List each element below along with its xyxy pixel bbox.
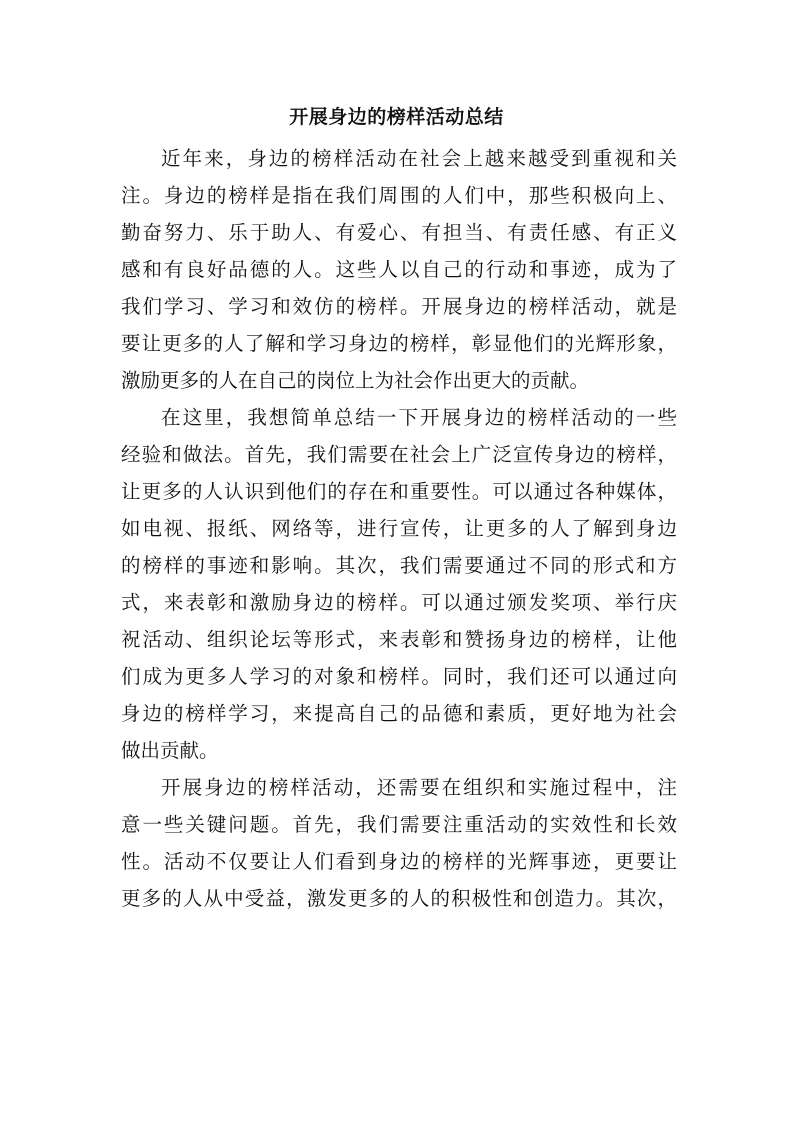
text-line: 祝活动、组织论坛等形式，来表彰和赞扬身边的榜样，让他 — [121, 628, 677, 651]
text-line: 的榜样的事迹和影响。其次，我们需要通过不同的形式和方 — [121, 554, 677, 577]
text-line: 式，来表彰和激励身边的榜样。可以通过颁发奖项、举行庆 — [121, 591, 677, 614]
text-line: 做出贡献。 — [121, 739, 219, 762]
text-line: 意一些关键问题。首先，我们需要注重活动的实效性和长效 — [121, 813, 677, 836]
text-line: 们成为更多人学习的对象和榜样。同时，我们还可以通过向 — [121, 665, 677, 688]
text-line: 如电视、报纸、网络等，进行宣传，让更多的人了解到身边 — [121, 517, 677, 540]
document-title: 开展身边的榜样活动总结 — [289, 106, 504, 128]
text-line: 开展身边的榜样活动，还需要在组织和实施过程中，注 — [161, 776, 677, 799]
text-line: 在这里，我想简单总结一下开展身边的榜样活动的一些 — [161, 406, 677, 429]
text-line: 经验和做法。首先，我们需要在社会上广泛宣传身边的榜样， — [121, 443, 677, 466]
text-line: 注。身边的榜样是指在我们周围的人们中，那些积极向上、 — [121, 184, 677, 207]
text-line: 更多的人从中受益，激发更多的人的积极性和创造力。其次， — [121, 887, 677, 910]
text-line: 感和有良好品德的人。这些人以自己的行动和事迹，成为了 — [121, 258, 677, 281]
text-line: 性。活动不仅要让人们看到身边的榜样的光辉事迹，更要让 — [121, 850, 677, 873]
text-line: 让更多的人认识到他们的存在和重要性。可以通过各种媒体， — [121, 480, 677, 503]
text-line: 激励更多的人在自己的岗位上为社会作出更大的贡献。 — [121, 369, 590, 392]
text-line: 要让更多的人了解和学习身边的榜样，彰显他们的光辉形象， — [121, 332, 677, 355]
text-line: 勤奋努力、乐于助人、有爱心、有担当、有责任感、有正义 — [121, 221, 677, 244]
text-line: 我们学习、学习和效仿的榜样。开展身边的榜样活动，就是 — [121, 295, 677, 318]
text-line: 近年来，身边的榜样活动在社会上越来越受到重视和关 — [161, 147, 677, 170]
document-body — [121, 140, 677, 917]
text-line: 身边的榜样学习，来提高自己的品德和素质，更好地为社会 — [121, 702, 677, 725]
